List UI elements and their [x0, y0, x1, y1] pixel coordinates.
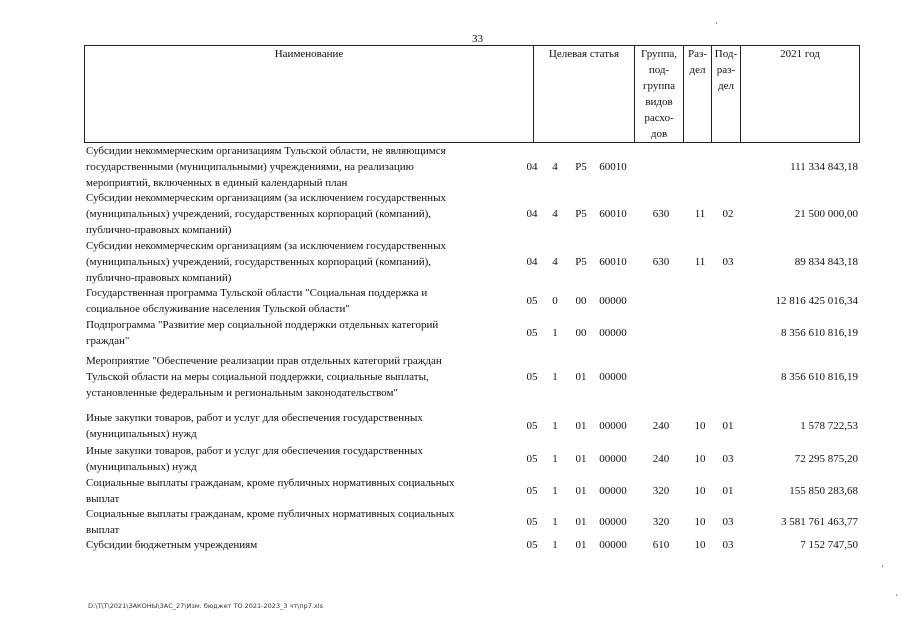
row-name-line: Социальные выплаты гражданам, кроме публичных нормативных социальных	[86, 477, 455, 489]
code-part-2: 1	[552, 327, 558, 339]
header-group-line: Группа,	[641, 48, 677, 60]
amount-2021: 72 295 875,20	[794, 453, 858, 465]
code-part-1: 05	[526, 485, 538, 497]
subsection: 02	[722, 208, 734, 220]
table-row	[86, 238, 866, 286]
amount-2021: 3 581 761 463,77	[781, 516, 858, 528]
header-group-line: расхо-	[644, 112, 674, 124]
code-part-3: 01	[575, 371, 587, 383]
row-name-line: выплат	[86, 493, 120, 505]
code-part-3: 00	[575, 327, 587, 339]
row-name-line: Иные закупки товаров, работ и услуг для обеспечения государственных	[86, 412, 423, 424]
row-name	[86, 190, 516, 238]
row-name	[86, 285, 516, 317]
amount-2021: 8 356 610 816,19	[781, 327, 858, 339]
code-part-1: 05	[526, 516, 538, 528]
table-row	[86, 285, 866, 317]
row-name-line: Тульской области на меры социальной поддержки, социальные выплаты,	[86, 371, 429, 383]
subsection: 03	[722, 539, 734, 551]
table-row	[86, 190, 866, 238]
row-name-line: мероприятий, включенных в единый календарный план	[86, 177, 348, 189]
row-name-line: граждан"	[86, 335, 130, 347]
subsection: 03	[722, 256, 734, 268]
expense-group: 320	[652, 485, 670, 497]
row-name-line: Субсидии некоммерческим организациям (за исключением государственных	[86, 240, 446, 252]
subsection: 01	[722, 420, 734, 432]
code-part-1: 05	[526, 453, 538, 465]
code-part-2: 1	[552, 371, 558, 383]
row-name	[86, 353, 516, 401]
expense-group: 320	[652, 516, 670, 528]
code-part-3: 00	[575, 295, 587, 307]
row-name-line: установленные федеральным и региональным законодательством"	[86, 387, 398, 399]
row-name-line: Государственная программа Тульской области "Социальная поддержка и	[86, 287, 428, 299]
code-part-4: 00000	[599, 485, 627, 497]
code-part-2: 0	[552, 295, 558, 307]
section: 10	[694, 539, 706, 551]
code-part-4: 00000	[599, 539, 627, 551]
row-name-line: выплат	[86, 524, 120, 536]
code-part-1: 04	[526, 256, 538, 268]
row-name-line: Подпрограмма "Развитие мер социальной поддержки отдельных категорий	[86, 319, 439, 331]
code-part-3: 01	[575, 539, 587, 551]
code-part-3: P5	[575, 256, 587, 268]
code-part-4: 60010	[599, 208, 627, 220]
code-part-3: 01	[575, 485, 587, 497]
row-name	[86, 443, 516, 475]
amount-2021: 111 334 843,18	[790, 161, 858, 173]
code-part-4: 00000	[599, 516, 627, 528]
row-name-line: (муниципальных) учреждений, государственных корпораций (компаний),	[86, 208, 432, 220]
file-path-footer: D:\Т\Т\2021\ЗАКОНЫ\ЗАС_27\Изм. бюджет ТО 2021-2023_3 чт\пр7.xls	[88, 602, 323, 610]
scan-speck	[882, 565, 883, 567]
section: 10	[694, 516, 706, 528]
code-part-4: 60010	[599, 256, 627, 268]
row-name-line: Субсидии бюджетным учреждениям	[86, 539, 258, 551]
expense-group: 240	[652, 453, 670, 465]
code-part-2: 4	[552, 161, 558, 173]
row-name	[86, 143, 516, 191]
code-part-2: 4	[552, 256, 558, 268]
code-part-1: 05	[526, 295, 538, 307]
header-section-line: Раз-	[687, 48, 707, 60]
row-name	[86, 537, 516, 553]
row-name-line: публично-правовых компаний)	[86, 224, 232, 236]
amount-2021: 21 500 000,00	[794, 208, 858, 220]
expense-group: 240	[652, 420, 670, 432]
row-name	[86, 475, 516, 507]
code-part-1: 04	[526, 208, 538, 220]
table-row	[86, 537, 866, 553]
table-row	[86, 353, 866, 401]
code-part-3: P5	[575, 161, 587, 173]
row-name-line: Мероприятие "Обеспечение реализации прав отдельных категорий граждан	[86, 355, 442, 367]
expense-group: 610	[652, 539, 670, 551]
row-name-line: социальное обслуживание населения Тульской области"	[86, 303, 350, 315]
header-section-line: дел	[689, 64, 706, 76]
code-part-3: 01	[575, 516, 587, 528]
subsection: 01	[722, 485, 734, 497]
table-row	[86, 317, 866, 349]
expense-group: 630	[652, 208, 670, 220]
header-subsection-line: раз-	[716, 64, 736, 76]
code-part-4: 00000	[599, 327, 627, 339]
code-part-1: 05	[526, 539, 538, 551]
section: 10	[694, 485, 706, 497]
amount-2021: 7 152 747,50	[800, 539, 858, 551]
code-part-4: 60010	[599, 161, 627, 173]
scan-speck	[716, 22, 717, 24]
header-subsection-line: дел	[718, 80, 734, 92]
header-group-line: под-	[648, 64, 670, 76]
header-year: 2021 год	[741, 46, 860, 143]
section: 10	[694, 453, 706, 465]
header-group-line: группа	[642, 80, 676, 92]
header-name: Наименование	[85, 46, 534, 143]
row-name	[86, 317, 516, 349]
code-part-4: 00000	[599, 420, 627, 432]
code-part-3: 01	[575, 453, 587, 465]
row-name-line: (муниципальных) нужд	[86, 461, 197, 473]
row-name-line: (муниципальных) нужд	[86, 428, 197, 440]
expense-group: 630	[652, 256, 670, 268]
header-group-line: видов	[645, 96, 673, 108]
page-number: 33	[472, 33, 483, 45]
amount-2021: 12 816 425 016,34	[775, 295, 858, 307]
subsection: 03	[722, 453, 734, 465]
table-row	[86, 143, 866, 191]
section: 11	[694, 208, 706, 220]
row-name-line: публично-правовых компаний)	[86, 272, 232, 284]
code-part-3: P5	[575, 208, 587, 220]
amount-2021: 155 850 283,68	[789, 485, 858, 497]
amount-2021: 89 834 843,18	[794, 256, 858, 268]
code-part-2: 1	[552, 420, 558, 432]
row-name	[86, 506, 516, 538]
scan-speck	[896, 594, 897, 596]
code-part-1: 04	[526, 161, 538, 173]
section: 10	[694, 420, 706, 432]
subsection: 03	[722, 516, 734, 528]
table-row	[86, 410, 866, 442]
table-row	[86, 475, 866, 507]
row-name-line: государственными (муниципальными) учреждениями, на реализацию	[86, 161, 414, 173]
row-name-line: Субсидии некоммерческим организациям (за исключением государственных	[86, 192, 446, 204]
row-name	[86, 410, 516, 442]
code-part-4: 00000	[599, 453, 627, 465]
row-name-line: Субсидии некоммерческим организациям Тульской области, не являющимся	[86, 145, 446, 157]
table-row	[86, 506, 866, 538]
header-subsection-line: Под-	[714, 48, 738, 60]
code-part-4: 00000	[599, 295, 627, 307]
code-part-2: 1	[552, 485, 558, 497]
code-part-2: 4	[552, 208, 558, 220]
row-name-line: (муниципальных) учреждений, государственных корпораций (компаний),	[86, 256, 432, 268]
code-part-3: 01	[575, 420, 587, 432]
code-part-2: 1	[552, 516, 558, 528]
table-row	[86, 443, 866, 475]
header-group-line: дов	[650, 128, 668, 140]
code-part-1: 05	[526, 420, 538, 432]
code-part-4: 00000	[599, 371, 627, 383]
code-part-2: 1	[552, 539, 558, 551]
amount-2021: 8 356 610 816,19	[781, 371, 858, 383]
section: 11	[694, 256, 706, 268]
row-name-line: Иные закупки товаров, работ и услуг для обеспечения государственных	[86, 445, 423, 457]
row-name	[86, 238, 516, 286]
code-part-1: 05	[526, 371, 538, 383]
code-part-2: 1	[552, 453, 558, 465]
row-name-line: Социальные выплаты гражданам, кроме публичных нормативных социальных	[86, 508, 455, 520]
header-target-article: Целевая статья	[534, 46, 635, 143]
amount-2021: 1 578 722,53	[800, 420, 858, 432]
code-part-1: 05	[526, 327, 538, 339]
